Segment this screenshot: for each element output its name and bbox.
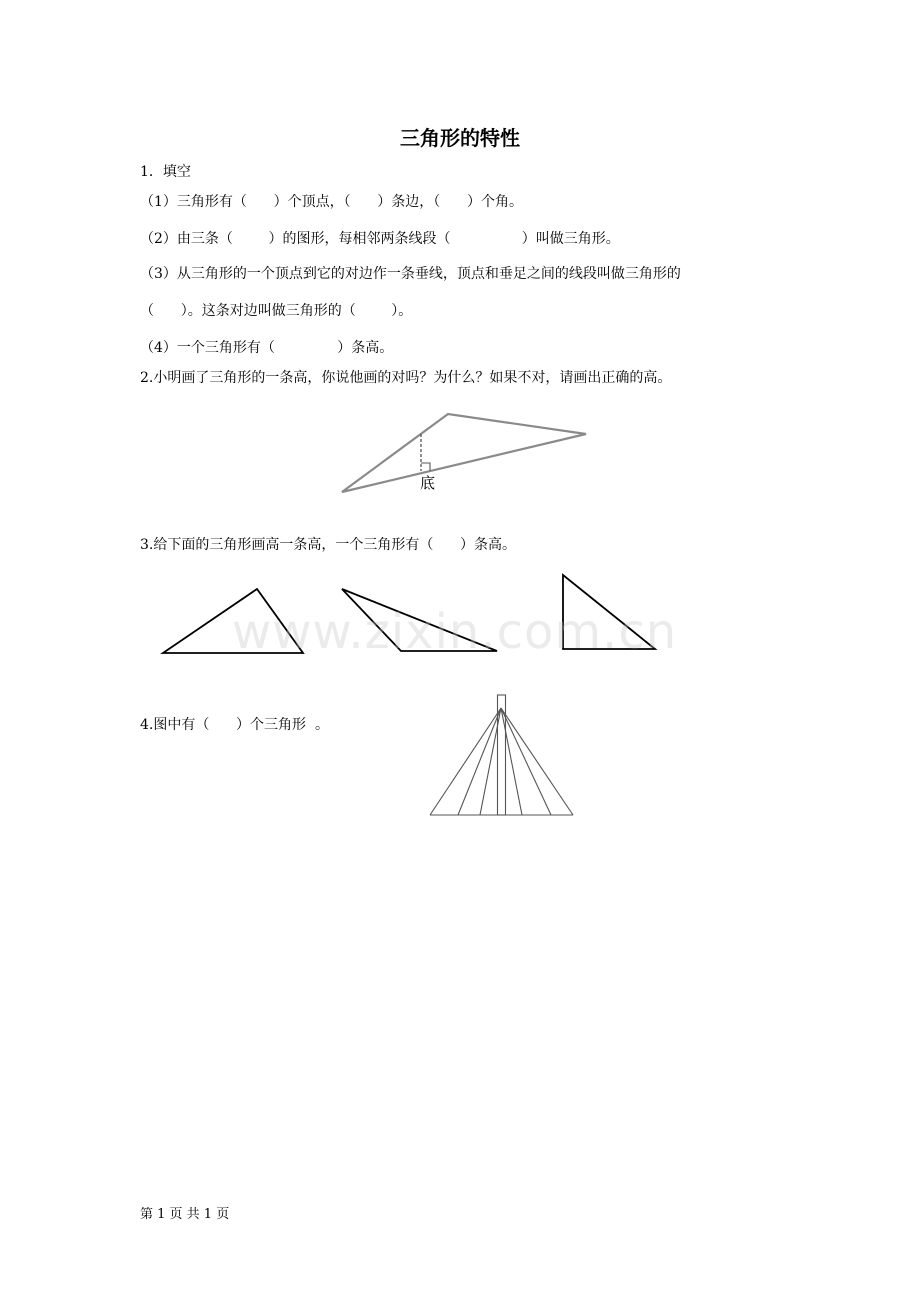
- q2-base-label: 底: [420, 474, 436, 492]
- q2-triangle: [342, 414, 586, 492]
- q1-heading: 1．填空: [140, 164, 191, 180]
- q2-right-angle-mark: [421, 463, 430, 471]
- q4-line: [458, 708, 501, 815]
- q1-item-1: （1）三角形有（ ）个顶点，（ ）条边，（ ）个角。: [140, 194, 524, 210]
- q3-text: 3.给下面的三角形画高一条高，一个三角形有（ ）条高。: [140, 537, 517, 553]
- q2-triangle-figure: [330, 405, 600, 500]
- q1-item-3-line-1: （3）从三角形的一个顶点到它的对边作一条垂线，顶点和垂足之间的线段叫做三角形的: [140, 266, 681, 282]
- q4-line: [501, 708, 551, 815]
- q4-figure: [425, 690, 580, 820]
- q1-item-3-line-2: （ ）。这条对边叫做三角形的（ ）。: [140, 303, 413, 319]
- q2-text: 2.小明画了三角形的一条高，你说他画的对吗？为什么？如果不对，请画出正确的高。: [140, 370, 672, 386]
- page-footer: 第 1 页 共 1 页: [140, 1207, 230, 1222]
- q1-item-2: （2）由三条（ ）的图形，每相邻两条线段（ ）叫做三角形。: [140, 231, 620, 247]
- watermark: www.zixin.com.cn: [232, 604, 678, 660]
- q1-item-4: （4）一个三角形有（ ）条高。: [140, 340, 394, 356]
- q4-text: 4.图中有（ ）个三角形 。: [140, 717, 329, 733]
- page-title: 三角形的特性: [400, 126, 520, 150]
